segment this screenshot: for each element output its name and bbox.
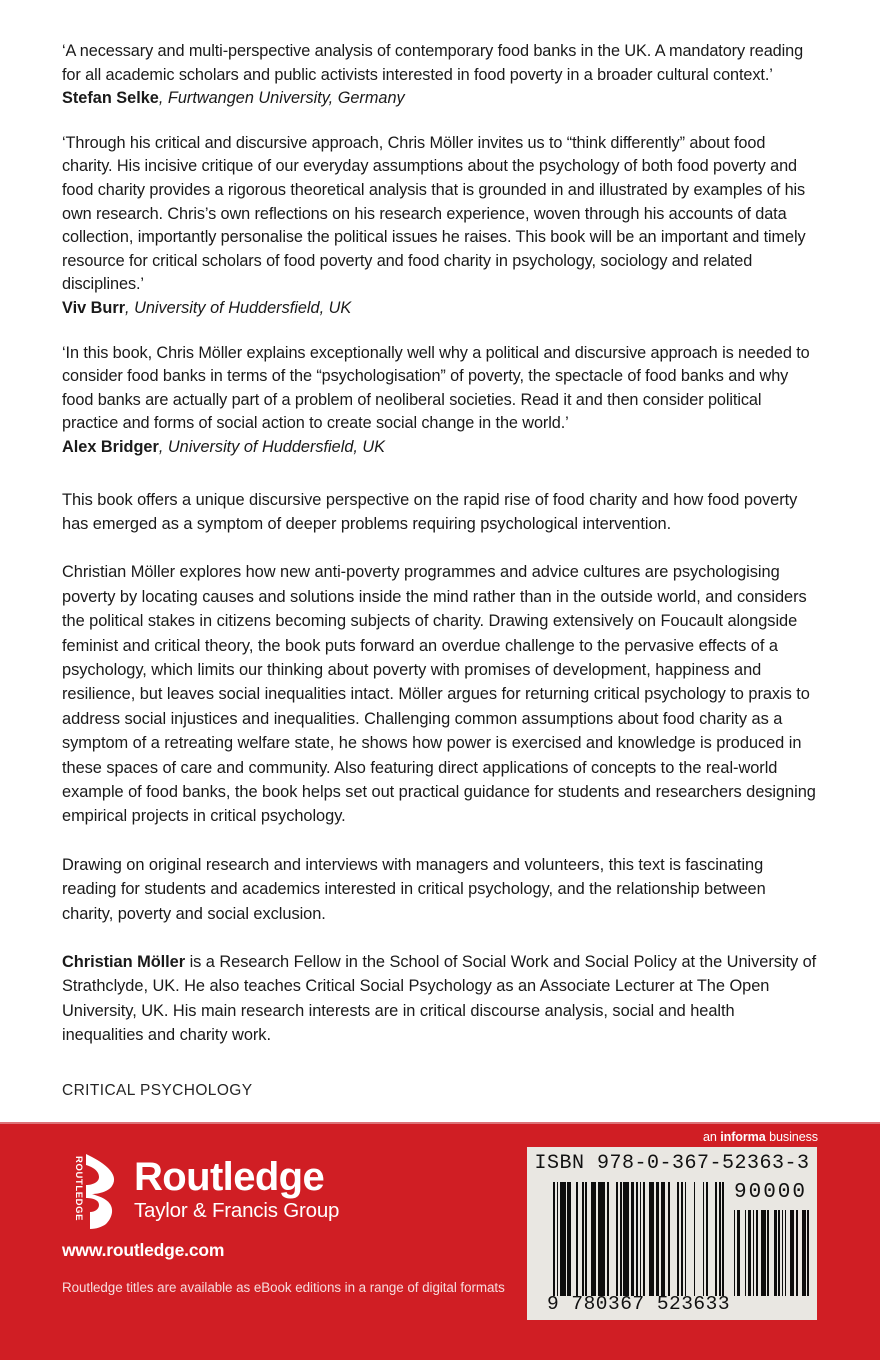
isbn-barcode [527,1147,817,1320]
back-cover-text [62,40,818,1102]
endorsement-quote: ‘Through his critical and discursive approach, Chris Möller invites us to “think differently” about food charity. His incisive critique of our everyday assumptions about the psychology of both food poverty and food charity provides a rigorous theoretical analysis that is grounded in and illustrated by examples of his own research. Chris’s own reflections on his research experience, woven through his accounts of data collection, importantly personalise the political issues he raises. This book will be an important and timely resource for critical scholars of food poverty and food charity in psychology, sociology and related disciplines.’ [62,133,806,294]
spacer [62,1048,818,1080]
series-label: CRITICAL PSYCHOLOGY [62,1081,253,1099]
reviewer-affiliation: , University of Huddersfield, UK [158,437,386,456]
spacer [62,926,818,950]
endorsement-attribution [62,87,818,111]
publisher-group: Taylor & Francis Group [134,1199,340,1222]
routledge-r-mark-icon [62,1152,124,1230]
reviewer-name: Stefan Selke [62,89,159,108]
reviewer-name: Alex Bridger [62,437,159,456]
spacer [62,111,818,132]
publisher-name: Routledge [134,1155,325,1199]
endorsement-attribution [62,297,818,321]
barcode-addon-text: 90000 [733,1181,807,1204]
routledge-wordmark [134,1156,339,1223]
spacer [62,460,818,488]
author-bio-text: is a Research Fellow in the School of Social Work and Social Policy at the University of Strathclyde, UK. He also teaches Critical Social Psychology as an Associate Lecturer at The Open University, UK. His main research interests are in critical discourse analysis, social and health inequalities and charity work. [62,953,817,1045]
reviewer-affiliation: , Furtwangen University, Germany [158,89,405,108]
description-paragraph: Drawing on original research and interviews with managers and volunteers, this text is fascinating reading for students and academics interested in critical psychology, and the relationship between charity, poverty and social exclusion. [62,855,766,923]
publisher-footer-band [0,1122,880,1360]
publisher-website[interactable]: www.routledge.com [62,1240,225,1260]
isbn-number-text: ISBN 978-0-367-52363-3 [534,1152,810,1175]
routledge-logo [62,1152,362,1262]
ebook-availability-note: Routledge titles are available as eBook editions in a range of digital formats [62,1280,505,1295]
ean-digits-text: 9 780367 523633 [547,1293,731,1315]
informa-brand: informa [720,1130,766,1144]
author-bio [62,950,818,1048]
spacer [62,829,818,853]
informa-suffix: business [765,1130,818,1144]
routledge-vertical-text: ROUTLEDGE [73,1156,84,1222]
endorsement-attribution [62,436,818,460]
reviewer-name: Viv Burr [62,298,126,317]
barcode-bars-addon [732,1210,809,1296]
informa-prefix: an [702,1130,721,1144]
description-paragraph: Christian Möller explores how new anti-poverty programmes and advice cultures are psychologising poverty by locating causes and solutions inside the mind rather than in the outside world, and considers the political stakes in citizens becoming subjects of charity. Drawing extensively on Foucault alongside feminist and critical theory, the book puts forward an overdue challenge to the pervasive effects of a psychology, which limits our thinking about poverty with promises of development, happiness and resilience, but leaves social inequalities intact. Möller argues for returning critical psychology to praxis to address social injustices and inequalities. Challenging common assumptions about food charity as a symptom of a retreating welfare state, he shows how power is exercised and knowledge is produced in these spaces of care and community. Also featuring direct applications of concepts to the real-world example of food banks, the book helps set out practical guidance for students and researchers designing empirical projects in critical psychology. [62,563,816,826]
description-paragraph: This book offers a unique discursive perspective on the rapid rise of food charity and how food poverty has emerged as a symptom of deeper problems requiring psychological intervention. [62,490,798,533]
spacer [62,536,818,560]
spacer [62,321,818,342]
barcode-bars-main [553,1182,725,1296]
author-name: Christian Möller [62,953,186,971]
endorsement-quote: ‘In this book, Chris Möller explains exceptionally well why a political and discursive approach is needed to consider food banks in terms of the “psychologisation” of poverty, the spectacle of food banks and why food banks are actually part of a problem of neoliberal societies. Read it and then consider political practice and forms of social action to create social change in the world.’ [62,343,810,433]
reviewer-affiliation: , University of Huddersfield, UK [125,298,352,317]
band-top-hairline [0,1122,880,1124]
informa-business-tagline [703,1130,818,1144]
endorsement-quote: ‘A necessary and multi-perspective analysis of contemporary food banks in the UK. A mandatory reading for all academic scholars and public activists interested in food poverty in a broader cultural context.’ [62,42,804,84]
